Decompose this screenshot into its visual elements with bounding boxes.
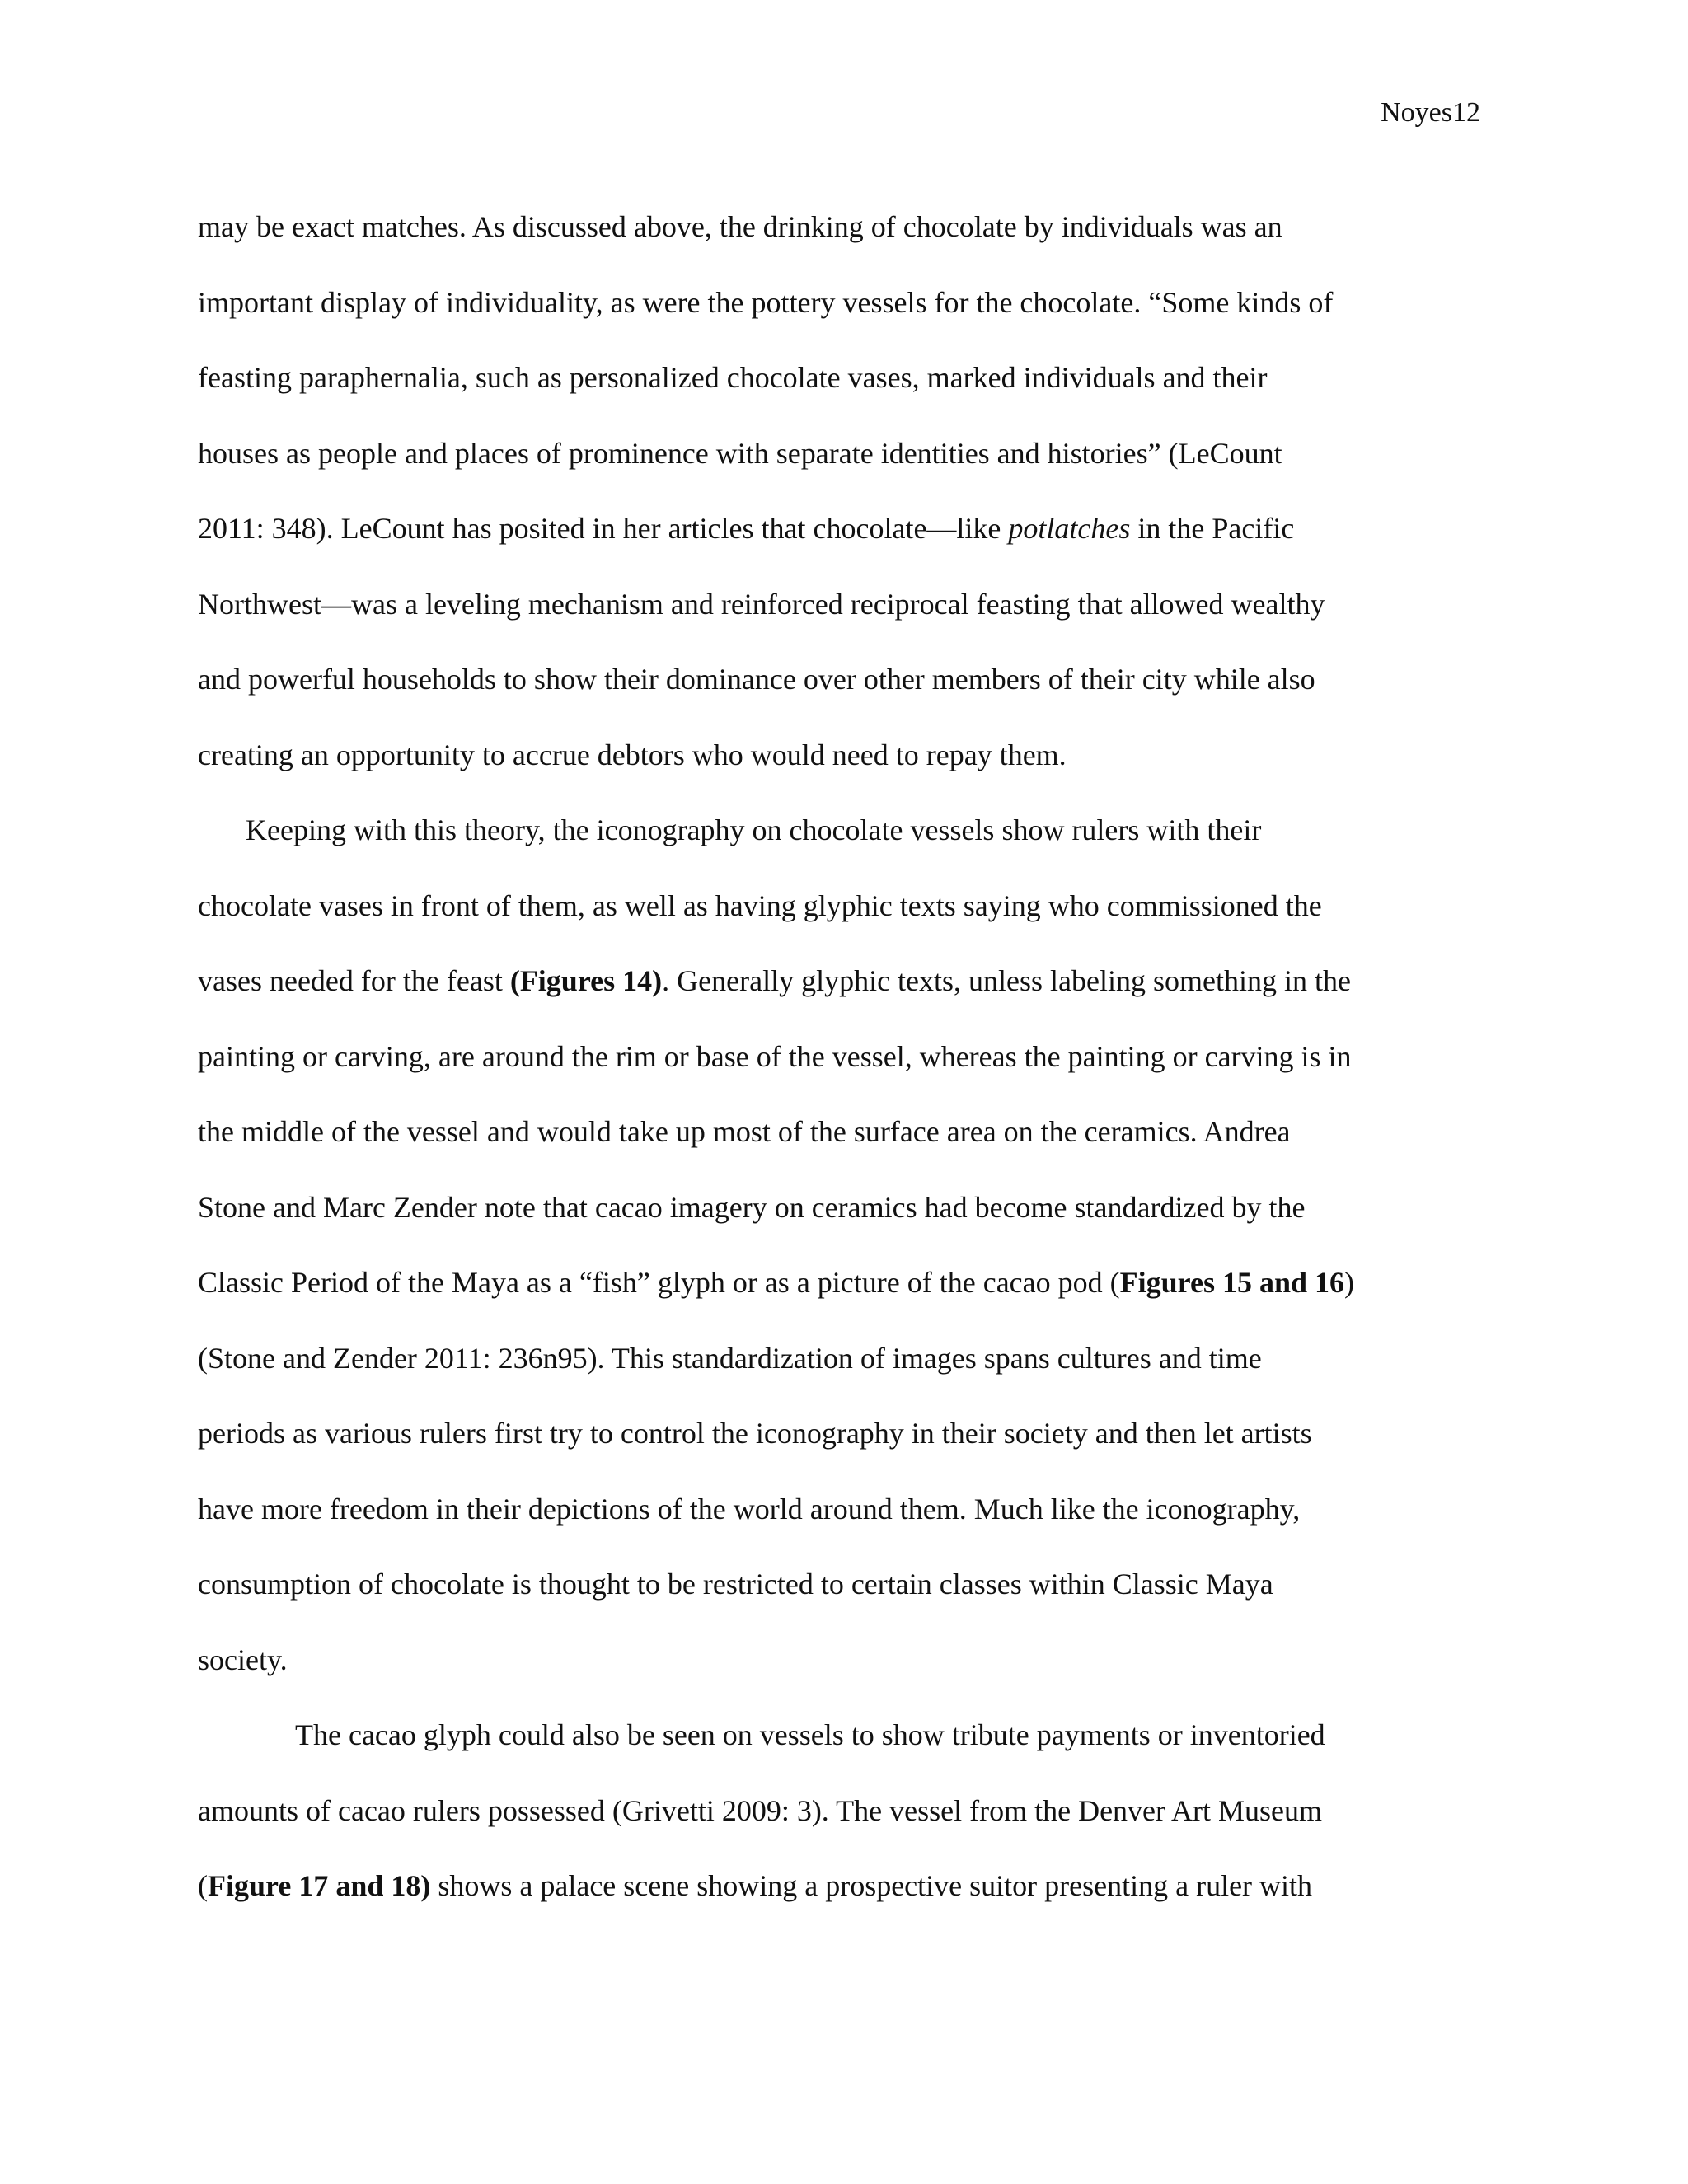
text-line [198, 1774, 1492, 1849]
text-run: painting or carving, are around the rim or base of the vessel, whereas the painting or carving is in [198, 1039, 1352, 1073]
text-run: The cacao glyph could also be seen on vessels to show tribute payments or inventoried [295, 1718, 1325, 1751]
text-line [198, 416, 1492, 492]
text-run: vases needed for the feast [198, 964, 510, 997]
text-line [198, 1321, 1492, 1397]
text-line [198, 1396, 1492, 1472]
text-run: shows a palace scene showing a prospective suitor presenting a ruler with [430, 1869, 1313, 1902]
text-run: in the Pacific [1130, 512, 1295, 545]
text-run: creating an opportunity to accrue debtors who would need to repay them. [198, 738, 1067, 771]
text-run: ) [1344, 1266, 1354, 1299]
text-line [198, 265, 1492, 341]
text-run: society. [198, 1643, 288, 1676]
paragraph [198, 793, 1492, 1698]
text-line [198, 567, 1492, 643]
text-run: (Stone and Zender 2011: 236n95). This standardization of images spans cultures and time [198, 1341, 1262, 1375]
text-line [198, 1623, 1492, 1699]
text-run: the middle of the vessel and would take up most of the surface area on the ceramics. Andrea [198, 1115, 1291, 1148]
text-line [198, 1698, 1492, 1774]
text-line [198, 869, 1492, 944]
text-run: 2011: 348). LeCount has posited in her articles that chocolate—like [198, 512, 1009, 545]
paragraph [198, 1698, 1492, 1924]
paragraph [198, 190, 1492, 793]
text-run: chocolate vases in front of them, as well as having glyphic texts saying who commissioned the [198, 888, 1322, 922]
text-run: feasting paraphernalia, such as personalized chocolate vases, marked individuals and their [198, 361, 1268, 394]
text-line [198, 190, 1492, 265]
text-run: may be exact matches. As discussed above, the drinking of chocolate by individuals was an [198, 210, 1282, 243]
text-run: Classic Period of the Maya as a “fish” glyph or as a picture of the cacao pod ( [198, 1266, 1120, 1299]
text-run: periods as various rulers first try to control the iconography in their society and then let artists [198, 1417, 1312, 1450]
text-run: Northwest—was a leveling mechanism and reinforced reciprocal feasting that allowed wealthy [198, 587, 1325, 621]
text-line [198, 642, 1492, 718]
bold-reference: (Figures 14) [509, 964, 663, 997]
text-run: houses as people and places of prominence with separate identities and histories” (LeCount [198, 436, 1282, 470]
text-line [198, 1547, 1492, 1623]
page-number-header: Noyes12 [1381, 97, 1480, 128]
text-run: . Generally glyphic texts, unless labeling something in the [662, 964, 1351, 997]
text-line [198, 1245, 1492, 1321]
text-line [198, 944, 1492, 1019]
text-run: amounts of cacao rulers possessed (Grivetti 2009: 3). The vessel from the Denver Art Museum [198, 1793, 1323, 1827]
text-line [198, 1472, 1492, 1548]
text-line [198, 491, 1492, 567]
text-run: and powerful households to show their dominance over other members of their city while also [198, 663, 1315, 696]
italic-term: potlatches [1008, 512, 1131, 545]
bold-reference: Figure 17 and 18) [208, 1869, 431, 1902]
text-line [198, 793, 1492, 869]
text-run: important display of individuality, as were the pottery vessels for the chocolate. “Some kinds of [198, 285, 1334, 319]
text-line [198, 1849, 1492, 1924]
bold-reference: Figures 15 and 16 [1119, 1266, 1344, 1299]
text-run: Stone and Marc Zender note that cacao imagery on ceramics had become standardized by the [198, 1190, 1306, 1224]
text-line [198, 1094, 1492, 1170]
text-run: have more freedom in their depictions of the world around them. Much like the iconography, [198, 1492, 1301, 1526]
text-run: Keeping with this theory, the iconography on chocolate vessels show rulers with their [246, 813, 1262, 846]
text-run: consumption of chocolate is thought to be restricted to certain classes within Classic Maya [198, 1568, 1273, 1601]
text-run: ( [198, 1869, 208, 1902]
document-body [198, 190, 1492, 1924]
text-line [198, 1170, 1492, 1246]
text-line [198, 718, 1492, 794]
text-line [198, 340, 1492, 416]
text-line [198, 1019, 1492, 1095]
